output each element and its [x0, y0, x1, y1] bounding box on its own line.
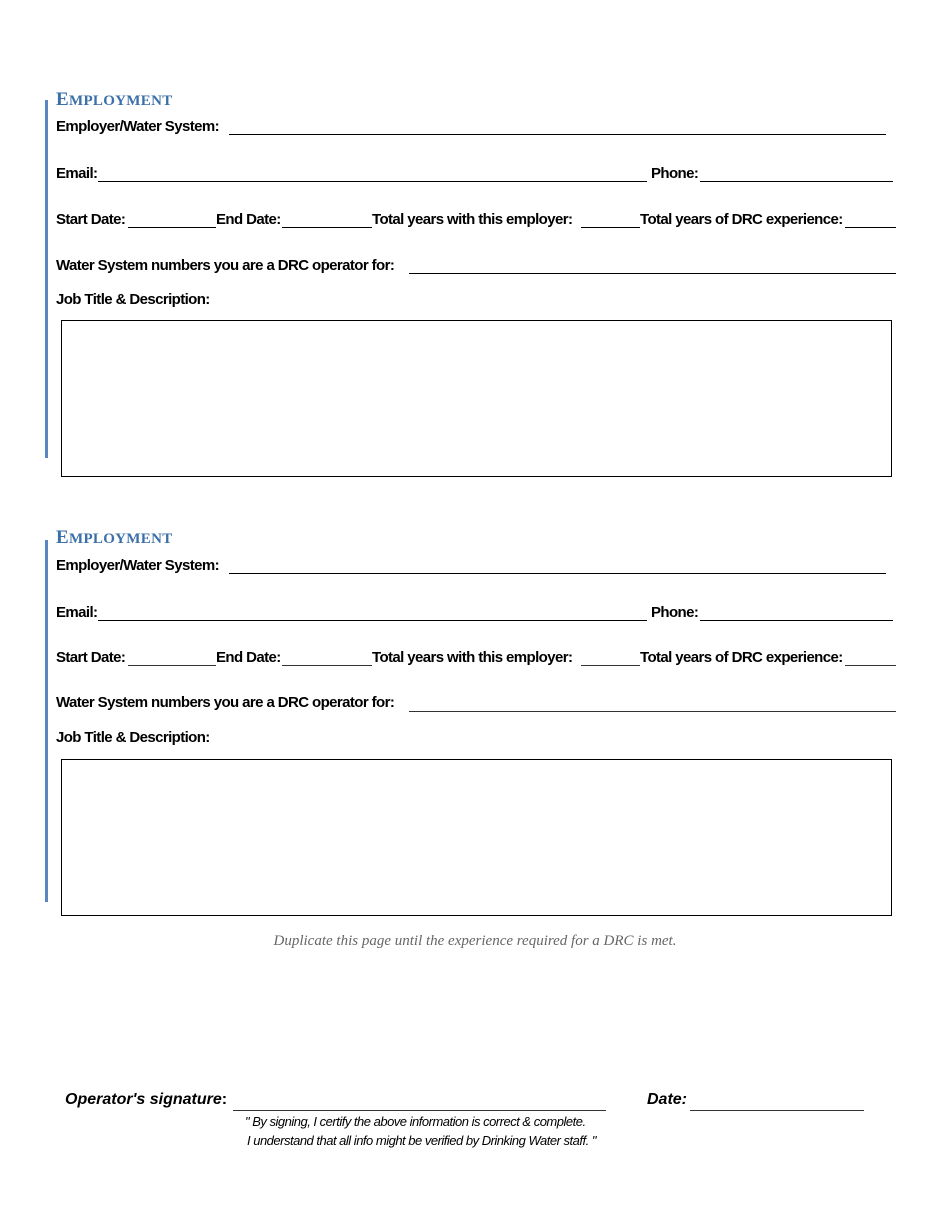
years-employer-label: Total years with this employer:	[372, 211, 573, 228]
duplicate-page-note: Duplicate this page until the experience required for a DRC is met.	[273, 933, 677, 949]
phone-label: Phone:	[651, 604, 699, 621]
section-accent-bar	[45, 100, 48, 458]
job-title-label: Job Title & Description:	[56, 291, 210, 308]
email-field[interactable]	[98, 620, 647, 621]
employer-field[interactable]	[229, 573, 886, 574]
years-drc-field[interactable]	[845, 665, 896, 666]
operator-signature-field[interactable]	[233, 1110, 606, 1111]
employer-field[interactable]	[229, 134, 886, 135]
operator-signature-label: Operator's signature:	[65, 1091, 228, 1108]
date-label: Date:	[647, 1091, 688, 1108]
years-employer-label: Total years with this employer:	[372, 649, 573, 666]
end-date-label: End Date:	[216, 649, 281, 666]
years-employer-field[interactable]	[581, 227, 640, 228]
start-date-label: Start Date:	[56, 211, 126, 228]
start-date-field[interactable]	[128, 227, 216, 228]
email-field[interactable]	[98, 181, 647, 182]
ws-numbers-field[interactable]	[409, 711, 896, 712]
end-date-label: End Date:	[216, 211, 281, 228]
job-description-box[interactable]	[61, 320, 892, 477]
signature-date-field[interactable]	[690, 1110, 864, 1111]
end-date-field[interactable]	[282, 665, 372, 666]
years-drc-field[interactable]	[845, 227, 896, 228]
years-drc-label: Total years of DRC experience:	[640, 649, 843, 666]
start-date-field[interactable]	[128, 665, 216, 666]
phone-field[interactable]	[700, 620, 893, 621]
phone-label: Phone:	[651, 165, 699, 182]
certification-line-1: " By signing, I certify the above information is correct & complete.	[245, 1114, 586, 1129]
section-heading: EMPLOYMENT	[56, 89, 173, 110]
email-label: Email:	[56, 604, 98, 621]
email-label: Email:	[56, 165, 98, 182]
ws-numbers-label: Water System numbers you are a DRC operator for:	[56, 257, 395, 274]
section-accent-bar	[45, 540, 48, 902]
start-date-label: Start Date:	[56, 649, 126, 666]
employer-label: Employer/Water System:	[56, 557, 219, 574]
years-drc-label: Total years of DRC experience:	[640, 211, 843, 228]
ws-numbers-label: Water System numbers you are a DRC operator for:	[56, 694, 395, 711]
ws-numbers-field[interactable]	[409, 273, 896, 274]
section-heading: EMPLOYMENT	[56, 527, 173, 548]
years-employer-field[interactable]	[581, 665, 640, 666]
phone-field[interactable]	[700, 181, 893, 182]
certification-line-2: I understand that all info might be verified by Drinking Water staff. "	[247, 1133, 596, 1148]
end-date-field[interactable]	[282, 227, 372, 228]
employer-label: Employer/Water System:	[56, 118, 219, 135]
job-title-label: Job Title & Description:	[56, 729, 210, 746]
job-description-box[interactable]	[61, 759, 892, 916]
